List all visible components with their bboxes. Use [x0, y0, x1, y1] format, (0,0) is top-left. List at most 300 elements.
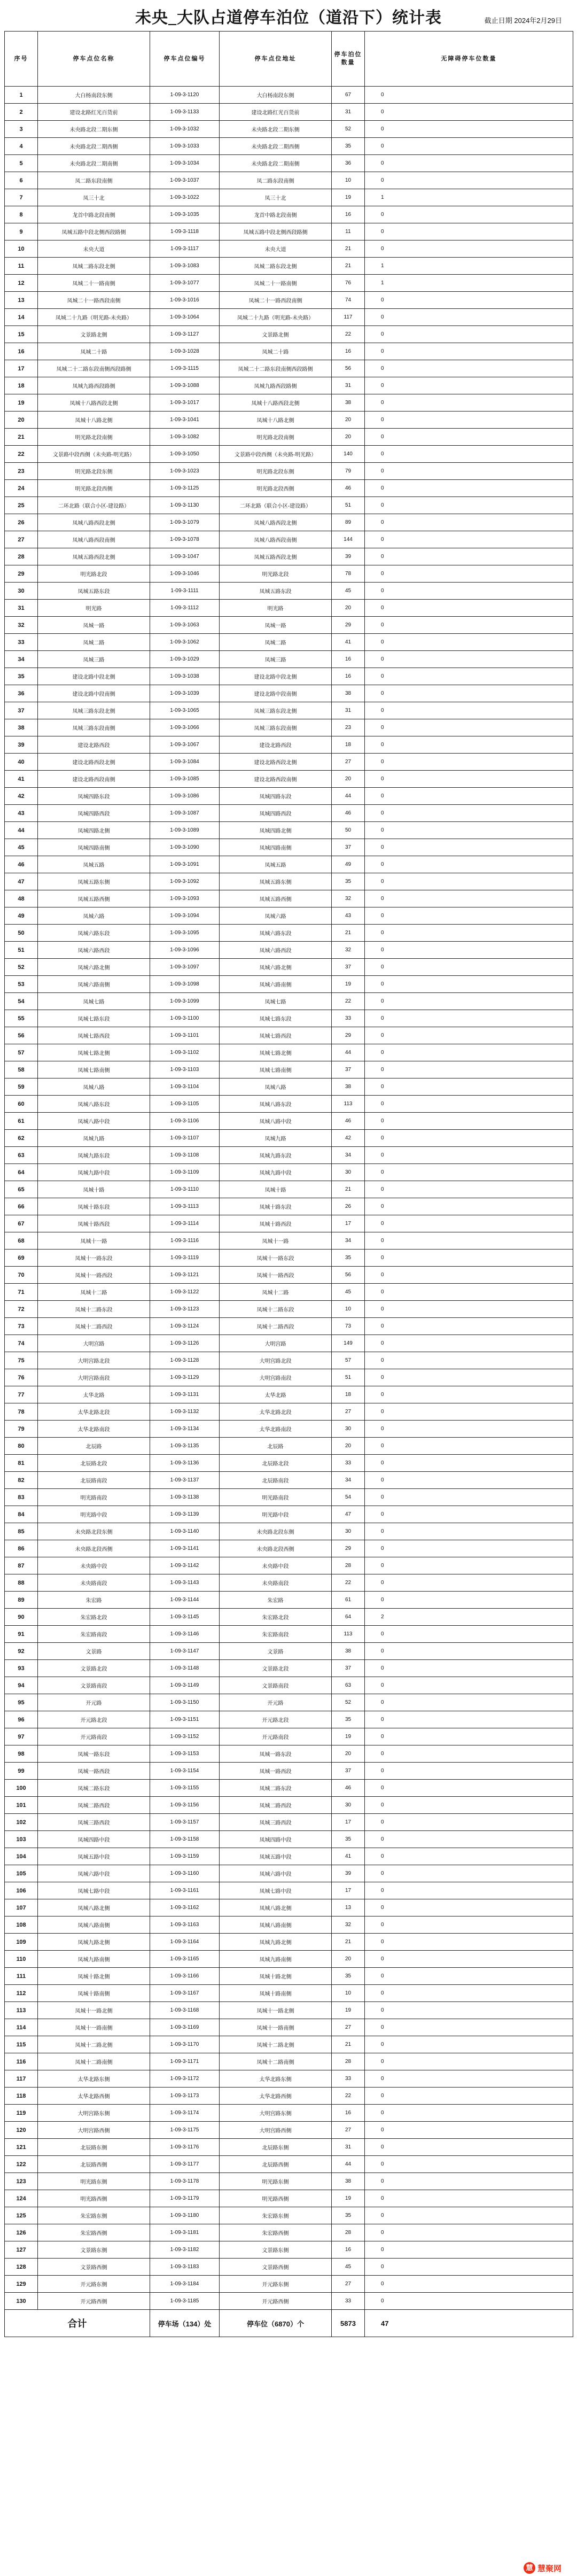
row-fault: 0 — [365, 771, 573, 788]
row-point-code: 1-09-3-1166 — [150, 1968, 220, 1985]
row-point-name: 凤城五路 — [38, 856, 150, 873]
row-point-name: 建设北路中段北侧 — [38, 668, 150, 685]
row-count: 19 — [332, 189, 365, 206]
table-row — [5, 1181, 573, 1198]
row-point-code: 1-09-3-1180 — [150, 2207, 220, 2224]
row-count: 140 — [332, 446, 365, 463]
row-point-code: 1-09-3-1163 — [150, 1917, 220, 1934]
row-point-name: 未央路北段二期西侧 — [38, 138, 150, 155]
table-row — [5, 2053, 573, 2070]
table-row — [5, 1369, 573, 1386]
row-point-code: 1-09-3-1099 — [150, 993, 220, 1010]
row-point-code: 1-09-3-1120 — [150, 87, 220, 104]
row-point-code: 1-09-3-1106 — [150, 1113, 220, 1130]
table-row — [5, 907, 573, 925]
row-count: 37 — [332, 1660, 365, 1677]
header-point-code: 停车点位编号 — [150, 32, 220, 87]
row-point-name: 文景路南段 — [38, 1677, 150, 1694]
row-index: 95 — [5, 1694, 38, 1711]
row-count: 51 — [332, 1369, 365, 1386]
row-count: 149 — [332, 1335, 365, 1352]
row-point-address: 凤城十二路 — [220, 1284, 332, 1301]
row-index: 24 — [5, 480, 38, 497]
row-count: 28 — [332, 2053, 365, 2070]
row-index: 61 — [5, 1113, 38, 1130]
table-row — [5, 1078, 573, 1096]
row-index: 123 — [5, 2173, 38, 2190]
row-point-code: 1-09-3-1173 — [150, 2088, 220, 2105]
row-count: 46 — [332, 480, 365, 497]
row-point-name: 文景路西侧 — [38, 2259, 150, 2276]
row-count: 113 — [332, 1626, 365, 1643]
table-row — [5, 1096, 573, 1113]
table-row — [5, 771, 573, 788]
total-fault: 47 — [365, 2310, 573, 2337]
row-count: 21 — [332, 1934, 365, 1951]
row-fault: 0 — [365, 839, 573, 856]
row-fault: 0 — [365, 1745, 573, 1763]
table-row — [5, 1472, 573, 1489]
row-index: 28 — [5, 548, 38, 565]
row-index: 47 — [5, 873, 38, 890]
row-point-address: 凤城一路西段 — [220, 1763, 332, 1780]
row-index: 82 — [5, 1472, 38, 1489]
row-point-code: 1-09-3-1104 — [150, 1078, 220, 1096]
row-point-code: 1-09-3-1092 — [150, 873, 220, 890]
table-row — [5, 548, 573, 565]
row-fault: 0 — [365, 1301, 573, 1318]
row-point-address: 凤城十一路南侧 — [220, 2019, 332, 2036]
row-fault: 0 — [365, 1728, 573, 1745]
row-index: 57 — [5, 1044, 38, 1061]
row-index: 79 — [5, 1421, 38, 1438]
row-index: 43 — [5, 805, 38, 822]
row-index: 101 — [5, 1797, 38, 1814]
row-point-name: 朱宏路 — [38, 1592, 150, 1609]
row-point-name: 凤城五路西段北侧 — [38, 548, 150, 565]
row-fault: 0 — [365, 1096, 573, 1113]
table-row — [5, 668, 573, 685]
row-point-code: 1-09-3-1126 — [150, 1335, 220, 1352]
row-index: 116 — [5, 2053, 38, 2070]
row-point-code: 1-09-3-1032 — [150, 121, 220, 138]
row-point-address: 凤二路东段南侧 — [220, 172, 332, 189]
table-header — [5, 32, 573, 87]
row-point-name: 大明宫路 — [38, 1335, 150, 1352]
row-point-code: 1-09-3-1062 — [150, 634, 220, 651]
row-count: 16 — [332, 206, 365, 223]
row-fault: 0 — [365, 1557, 573, 1574]
row-point-address: 文景路南段 — [220, 1677, 332, 1694]
row-point-address: 凤城三路东段北侧 — [220, 702, 332, 719]
row-count: 33 — [332, 1010, 365, 1027]
row-index: 6 — [5, 172, 38, 189]
row-fault: 0 — [365, 531, 573, 548]
row-point-name: 凤城二路 — [38, 634, 150, 651]
row-index: 129 — [5, 2276, 38, 2293]
row-index: 113 — [5, 2002, 38, 2019]
row-point-address: 太华北路北段 — [220, 1403, 332, 1421]
row-point-name: 北辰路西侧 — [38, 2156, 150, 2173]
row-point-name: 凤城一路 — [38, 617, 150, 634]
row-index: 59 — [5, 1078, 38, 1096]
row-index: 111 — [5, 1968, 38, 1985]
row-count: 21 — [332, 258, 365, 275]
row-fault: 0 — [365, 2019, 573, 2036]
row-count: 23 — [332, 719, 365, 736]
row-index: 78 — [5, 1403, 38, 1421]
row-point-code: 1-09-3-1091 — [150, 856, 220, 873]
row-point-name: 凤城十二路西段 — [38, 1318, 150, 1335]
row-point-name: 明光路西侧 — [38, 2190, 150, 2207]
row-point-address: 凤三十北 — [220, 189, 332, 206]
row-point-code: 1-09-3-1125 — [150, 480, 220, 497]
table-row — [5, 822, 573, 839]
row-fault: 0 — [365, 1831, 573, 1848]
row-point-name: 太华北路南段 — [38, 1421, 150, 1438]
row-count: 67 — [332, 87, 365, 104]
row-fault: 0 — [365, 223, 573, 240]
table-row — [5, 2173, 573, 2190]
row-point-address: 凤城十二路南侧 — [220, 2053, 332, 2070]
row-count: 35 — [332, 1831, 365, 1848]
row-index: 64 — [5, 1164, 38, 1181]
row-point-name: 凤城五路中段北侧西段路侧 — [38, 223, 150, 240]
row-index: 13 — [5, 292, 38, 309]
row-fault: 0 — [365, 1899, 573, 1917]
row-point-address: 大明宫路东侧 — [220, 2105, 332, 2122]
table-row — [5, 1403, 573, 1421]
row-point-name: 凤城十一路南侧 — [38, 2019, 150, 2036]
table-row — [5, 1574, 573, 1592]
row-count: 28 — [332, 2224, 365, 2241]
row-point-address: 凤城五路东侧 — [220, 873, 332, 890]
header-count: 停车泊位数量 — [332, 32, 365, 87]
row-point-name: 凤城八路西段南侧 — [38, 531, 150, 548]
row-fault: 0 — [365, 1763, 573, 1780]
row-index: 96 — [5, 1711, 38, 1728]
row-fault: 0 — [365, 1797, 573, 1814]
row-point-name: 凤城七路 — [38, 993, 150, 1010]
row-point-address: 凤城五路东段 — [220, 583, 332, 600]
row-point-name: 太华北路 — [38, 1386, 150, 1403]
row-fault: 1 — [365, 258, 573, 275]
row-point-address: 凤城三路西段 — [220, 1814, 332, 1831]
row-point-address: 朱宏路东侧 — [220, 2207, 332, 2224]
row-point-code: 1-09-3-1083 — [150, 258, 220, 275]
row-point-address: 凤城二十一路西段南侧 — [220, 292, 332, 309]
row-count: 35 — [332, 1711, 365, 1728]
row-fault: 0 — [365, 412, 573, 429]
row-index: 102 — [5, 1814, 38, 1831]
row-count: 20 — [332, 412, 365, 429]
row-point-address: 凤城十八路北侧 — [220, 412, 332, 429]
row-point-address: 凤城八路中段 — [220, 1113, 332, 1130]
row-point-code: 1-09-3-1128 — [150, 1352, 220, 1369]
row-count: 10 — [332, 1985, 365, 2002]
row-fault: 0 — [365, 2173, 573, 2190]
table-row — [5, 1215, 573, 1232]
row-point-name: 凤城九路北侧 — [38, 1934, 150, 1951]
row-index: 8 — [5, 206, 38, 223]
row-point-address: 凤城一路 — [220, 617, 332, 634]
row-point-name: 未央路北段二期南侧 — [38, 155, 150, 172]
row-point-code: 1-09-3-1133 — [150, 104, 220, 121]
row-point-address: 明光路西侧 — [220, 2190, 332, 2207]
row-point-name: 凤城八路 — [38, 1078, 150, 1096]
document-header — [4, 0, 573, 31]
row-fault: 0 — [365, 514, 573, 531]
row-point-address: 凤城十一路东段 — [220, 1250, 332, 1267]
row-count: 44 — [332, 1044, 365, 1061]
table-row — [5, 87, 573, 104]
row-count: 56 — [332, 1267, 365, 1284]
row-point-address: 凤城二路西段 — [220, 1797, 332, 1814]
row-fault: 0 — [365, 497, 573, 514]
table-row — [5, 1198, 573, 1215]
table-row — [5, 583, 573, 600]
row-point-name: 明光路北段南侧 — [38, 429, 150, 446]
row-point-address: 凤城十路北侧 — [220, 1968, 332, 1985]
row-fault: 0 — [365, 2259, 573, 2276]
table-row — [5, 1301, 573, 1318]
row-point-code: 1-09-3-1016 — [150, 292, 220, 309]
row-point-address: 开元路南段 — [220, 1728, 332, 1745]
row-count: 33 — [332, 2293, 365, 2310]
row-point-name: 凤城八路西段北侧 — [38, 514, 150, 531]
row-point-name: 二环北路（联合小区-建设路） — [38, 497, 150, 514]
row-point-address: 凤城六路中段 — [220, 1865, 332, 1882]
row-point-code: 1-09-3-1155 — [150, 1780, 220, 1797]
row-fault: 0 — [365, 104, 573, 121]
row-fault: 0 — [365, 2156, 573, 2173]
row-point-address: 凤城十一路 — [220, 1232, 332, 1250]
row-point-code: 1-09-3-1100 — [150, 1010, 220, 1027]
row-index: 44 — [5, 822, 38, 839]
row-point-address: 凤城五路中段 — [220, 1848, 332, 1865]
row-point-code: 1-09-3-1028 — [150, 343, 220, 360]
row-point-code: 1-09-3-1046 — [150, 565, 220, 583]
row-count: 74 — [332, 292, 365, 309]
row-fault: 0 — [365, 1232, 573, 1250]
table-row — [5, 1352, 573, 1369]
row-count: 22 — [332, 1574, 365, 1592]
row-point-address: 凤城七路东段 — [220, 1010, 332, 1027]
code-summary: 停车场（134）处 — [150, 2310, 220, 2337]
row-index: 124 — [5, 2190, 38, 2207]
row-point-address: 大白杨南段东侧 — [220, 87, 332, 104]
table-row — [5, 497, 573, 514]
row-fault: 0 — [365, 600, 573, 617]
row-count: 52 — [332, 121, 365, 138]
row-point-code: 1-09-3-1110 — [150, 1181, 220, 1198]
row-fault: 0 — [365, 2293, 573, 2310]
row-point-code: 1-09-3-1103 — [150, 1061, 220, 1078]
table-row — [5, 754, 573, 771]
row-count: 46 — [332, 805, 365, 822]
row-point-name: 凤城十二路东段 — [38, 1301, 150, 1318]
row-index: 103 — [5, 1831, 38, 1848]
row-index: 26 — [5, 514, 38, 531]
row-point-address: 大明宫路北段 — [220, 1352, 332, 1369]
row-index: 46 — [5, 856, 38, 873]
row-point-code: 1-09-3-1159 — [150, 1848, 220, 1865]
row-count: 50 — [332, 822, 365, 839]
header-fault: 无障碍停车位数量 — [365, 32, 573, 87]
row-count: 19 — [332, 2190, 365, 2207]
row-fault: 0 — [365, 2105, 573, 2122]
row-point-name: 未央大道 — [38, 240, 150, 258]
row-point-address: 大明宫路西侧 — [220, 2122, 332, 2139]
row-point-address: 凤城五路西段北侧 — [220, 548, 332, 565]
row-index: 85 — [5, 1523, 38, 1540]
row-count: 20 — [332, 771, 365, 788]
row-point-address: 凤城七路中段 — [220, 1882, 332, 1899]
row-point-address: 凤城六路东段 — [220, 925, 332, 942]
row-point-address: 建设北路西段南侧 — [220, 771, 332, 788]
table-row — [5, 309, 573, 326]
row-point-address: 凤城九路中段 — [220, 1164, 332, 1181]
row-fault: 0 — [365, 1506, 573, 1523]
row-point-code: 1-09-3-1137 — [150, 1472, 220, 1489]
row-index: 55 — [5, 1010, 38, 1027]
table-row — [5, 2088, 573, 2105]
row-point-address: 凤城七路 — [220, 993, 332, 1010]
row-count: 117 — [332, 309, 365, 326]
table-row — [5, 1455, 573, 1472]
parking-table — [4, 31, 573, 2337]
row-index: 49 — [5, 907, 38, 925]
row-fault: 0 — [365, 2002, 573, 2019]
table-row — [5, 942, 573, 959]
row-fault: 0 — [365, 1386, 573, 1403]
row-point-address: 未央路北段二期西侧 — [220, 138, 332, 155]
row-index: 121 — [5, 2139, 38, 2156]
row-index: 4 — [5, 138, 38, 155]
row-count: 34 — [332, 1472, 365, 1489]
row-fault: 0 — [365, 1318, 573, 1335]
row-count: 45 — [332, 2259, 365, 2276]
row-point-address: 凤城八路西段南侧 — [220, 531, 332, 548]
page-title: 未央_大队占道停车泊位（道沿下）统计表 — [135, 9, 442, 27]
row-fault: 0 — [365, 1267, 573, 1284]
row-point-name: 文景路 — [38, 1643, 150, 1660]
row-point-name: 凤三十北 — [38, 189, 150, 206]
row-count: 38 — [332, 394, 365, 412]
table-row — [5, 890, 573, 907]
table-row — [5, 1951, 573, 1968]
table-row — [5, 873, 573, 890]
row-fault: 0 — [365, 1540, 573, 1557]
row-point-address: 明光路中段 — [220, 1506, 332, 1523]
row-fault: 1 — [365, 189, 573, 206]
row-point-code: 1-09-3-1168 — [150, 2002, 220, 2019]
row-point-code: 1-09-3-1122 — [150, 1284, 220, 1301]
row-index: 23 — [5, 463, 38, 480]
total-label: 合计 — [5, 2310, 150, 2337]
row-count: 29 — [332, 617, 365, 634]
row-count: 61 — [332, 1592, 365, 1609]
row-point-address: 未央路北段西侧 — [220, 1540, 332, 1557]
row-fault: 0 — [365, 1677, 573, 1694]
row-point-code: 1-09-3-1152 — [150, 1728, 220, 1745]
row-point-code: 1-09-3-1130 — [150, 497, 220, 514]
row-fault: 0 — [365, 1438, 573, 1455]
row-fault: 0 — [365, 1403, 573, 1421]
row-point-code: 1-09-3-1136 — [150, 1455, 220, 1472]
row-point-code: 1-09-3-1162 — [150, 1899, 220, 1917]
row-point-address: 二环北路（联合小区-建设路） — [220, 497, 332, 514]
row-fault: 0 — [365, 634, 573, 651]
row-count: 30 — [332, 1421, 365, 1438]
table-row — [5, 514, 573, 531]
row-index: 74 — [5, 1335, 38, 1352]
row-point-name: 凤城六路北侧 — [38, 959, 150, 976]
row-point-code: 1-09-3-1102 — [150, 1044, 220, 1061]
row-point-address: 文景路北侧 — [220, 326, 332, 343]
row-point-address: 凤城十八路西段北侧 — [220, 394, 332, 412]
row-count: 34 — [332, 1232, 365, 1250]
row-index: 117 — [5, 2070, 38, 2088]
row-point-name: 凤城十路东段 — [38, 1198, 150, 1215]
row-count: 39 — [332, 548, 365, 565]
row-point-address: 凤城十一路北侧 — [220, 2002, 332, 2019]
row-count: 31 — [332, 2139, 365, 2156]
row-point-code: 1-09-3-1177 — [150, 2156, 220, 2173]
row-count: 31 — [332, 702, 365, 719]
row-count: 37 — [332, 839, 365, 856]
row-index: 54 — [5, 993, 38, 1010]
header-point-name: 停车点位名称 — [38, 32, 150, 87]
row-index: 90 — [5, 1609, 38, 1626]
row-point-name: 凤城四路西段 — [38, 805, 150, 822]
row-fault: 0 — [365, 1113, 573, 1130]
row-count: 38 — [332, 1643, 365, 1660]
row-point-address: 凤城四路东段 — [220, 788, 332, 805]
row-index: 16 — [5, 343, 38, 360]
row-index: 70 — [5, 1267, 38, 1284]
row-index: 40 — [5, 754, 38, 771]
row-fault: 0 — [365, 805, 573, 822]
row-fault: 0 — [365, 240, 573, 258]
row-point-name: 凤城九路西段路侧 — [38, 377, 150, 394]
table-row — [5, 617, 573, 634]
row-point-name: 北辰路 — [38, 1438, 150, 1455]
table-row — [5, 1917, 573, 1934]
table-row — [5, 292, 573, 309]
row-count: 29 — [332, 1027, 365, 1044]
table-row — [5, 104, 573, 121]
row-count: 37 — [332, 1061, 365, 1078]
row-index: 5 — [5, 155, 38, 172]
row-point-name: 凤城七路西段 — [38, 1027, 150, 1044]
row-index: 127 — [5, 2241, 38, 2259]
row-point-code: 1-09-3-1037 — [150, 172, 220, 189]
row-count: 41 — [332, 1848, 365, 1865]
row-count: 63 — [332, 1677, 365, 1694]
row-count: 20 — [332, 1951, 365, 1968]
row-point-name: 朱宏路南段 — [38, 1626, 150, 1643]
table-row — [5, 480, 573, 497]
row-point-code: 1-09-3-1094 — [150, 907, 220, 925]
row-point-code: 1-09-3-1181 — [150, 2224, 220, 2241]
row-fault: 0 — [365, 1626, 573, 1643]
table-row — [5, 1540, 573, 1557]
table-row — [5, 993, 573, 1010]
row-index: 99 — [5, 1763, 38, 1780]
table-row — [5, 1421, 573, 1438]
row-index: 112 — [5, 1985, 38, 2002]
